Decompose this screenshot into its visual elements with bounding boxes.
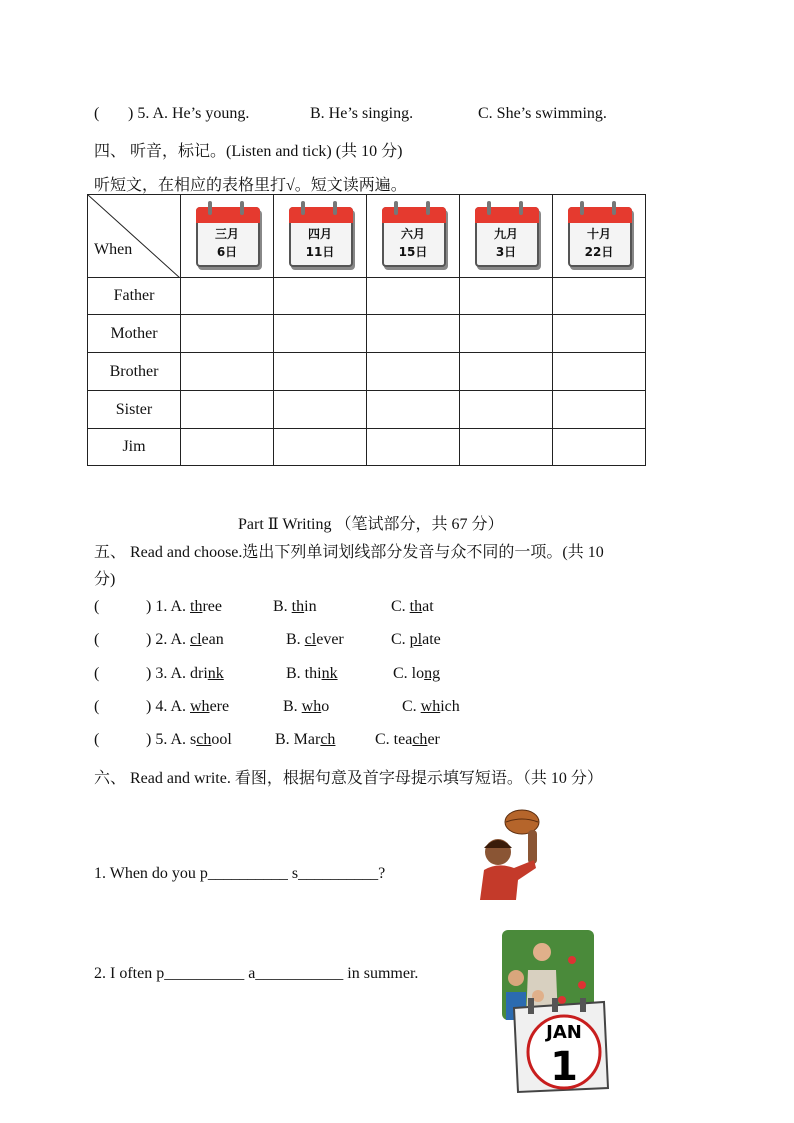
- corner-label: When: [94, 241, 133, 258]
- basketball-player-image: [470, 808, 550, 900]
- tick-cell[interactable]: [553, 391, 646, 429]
- q5-option-c: C. She’s swimming.: [478, 105, 607, 122]
- row-label: Jim: [88, 429, 181, 466]
- date-cell: [181, 195, 274, 278]
- row-label: Mother: [88, 315, 181, 353]
- option-a: ) 4. A. where: [146, 698, 230, 715]
- option-a: ) 3. A. drink: [146, 665, 224, 682]
- tick-cell[interactable]: [367, 353, 460, 391]
- sentence-2: 2. I often p__________ a___________ in summer.: [94, 965, 419, 982]
- tick-cell[interactable]: [181, 278, 274, 315]
- tick-cell[interactable]: [274, 429, 367, 466]
- date-cell: [367, 195, 460, 278]
- answer-paren: (: [94, 665, 100, 682]
- option-c: C. which: [402, 698, 460, 715]
- corner-cell: [88, 195, 181, 278]
- row-label: Brother: [88, 353, 181, 391]
- tick-cell[interactable]: [181, 315, 274, 353]
- option-c: C. long: [393, 665, 441, 682]
- svg-text:1: 1: [550, 1044, 578, 1090]
- tick-cell[interactable]: [274, 315, 367, 353]
- tick-cell[interactable]: [460, 429, 553, 466]
- calendar-icon: 六月 15日: [380, 199, 446, 269]
- answer-paren: (: [94, 631, 100, 648]
- answer-paren: (: [94, 698, 100, 715]
- option-c: C. plate: [391, 631, 441, 648]
- option-a: ) 2. A. clean: [146, 631, 224, 648]
- calendar-icon: 九月 3日: [473, 199, 539, 269]
- tick-cell[interactable]: [274, 278, 367, 315]
- jan-calendar-icon: [508, 998, 610, 1094]
- section-4-instruction: 听短文，在相应的表格里打√。短文读两遍。: [94, 177, 407, 194]
- calendar-icon: 四月 11日: [287, 199, 353, 269]
- section-4-title: 四、 听音，标记。(Listen and tick) (共 10 分): [94, 143, 403, 160]
- svg-text:JAN: JAN: [546, 1022, 582, 1043]
- sentence-1: 1. When do you p__________ s__________?: [94, 865, 386, 882]
- section-5-title: 五、 Read and choose.选出下列单词划线部分发音与众不同的一项。(共 10: [94, 544, 604, 561]
- part-2-title: Part Ⅱ Writing （笔试部分，共 67 分）: [238, 516, 504, 533]
- tick-cell[interactable]: [460, 353, 553, 391]
- date-cell: [460, 195, 553, 278]
- tick-cell[interactable]: [367, 315, 460, 353]
- date-cell: [274, 195, 367, 278]
- row-label: Sister: [88, 391, 181, 429]
- tick-cell[interactable]: [274, 353, 367, 391]
- tick-cell[interactable]: [274, 391, 367, 429]
- option-b: B. clever: [286, 631, 344, 648]
- date-cell: [553, 195, 646, 278]
- q5-option-b: B. He’s singing.: [310, 105, 414, 122]
- option-b: B. think: [286, 665, 338, 682]
- tick-cell[interactable]: [553, 353, 646, 391]
- tick-cell[interactable]: [181, 353, 274, 391]
- tick-cell[interactable]: [553, 315, 646, 353]
- option-a: ) 5. A. school: [146, 731, 232, 748]
- calendar-icon: 十月 22日: [566, 199, 632, 269]
- q5-paren: (: [94, 105, 100, 122]
- option-b: B. March: [275, 731, 336, 748]
- tick-cell[interactable]: [367, 278, 460, 315]
- tick-cell[interactable]: [460, 278, 553, 315]
- answer-paren: (: [94, 598, 100, 615]
- tick-cell[interactable]: [553, 278, 646, 315]
- tick-cell[interactable]: [460, 315, 553, 353]
- q5-option-a: ) 5. A. He’s young.: [128, 105, 250, 122]
- tick-cell[interactable]: [460, 391, 553, 429]
- option-b: B. thin: [273, 598, 317, 615]
- tick-cell[interactable]: [367, 391, 460, 429]
- tick-cell[interactable]: [367, 429, 460, 466]
- tick-cell[interactable]: [553, 429, 646, 466]
- option-c: C. that: [391, 598, 434, 615]
- row-label: Father: [88, 278, 181, 315]
- section-5-title-cont: 分): [94, 571, 116, 588]
- option-c: C. teacher: [375, 731, 440, 748]
- calendar-icon: 三月 6日: [194, 199, 260, 269]
- answer-paren: (: [94, 731, 100, 748]
- option-a: ) 1. A. three: [146, 598, 222, 615]
- section-6-title: 六、 Read and write. 看图，根据句意及首字母提示填写短语。（共 10 分）: [94, 770, 603, 787]
- option-b: B. who: [283, 698, 330, 715]
- tick-cell[interactable]: [181, 429, 274, 466]
- diagonal-line: [88, 195, 180, 278]
- tick-cell[interactable]: [181, 391, 274, 429]
- tick-table: [87, 194, 646, 466]
